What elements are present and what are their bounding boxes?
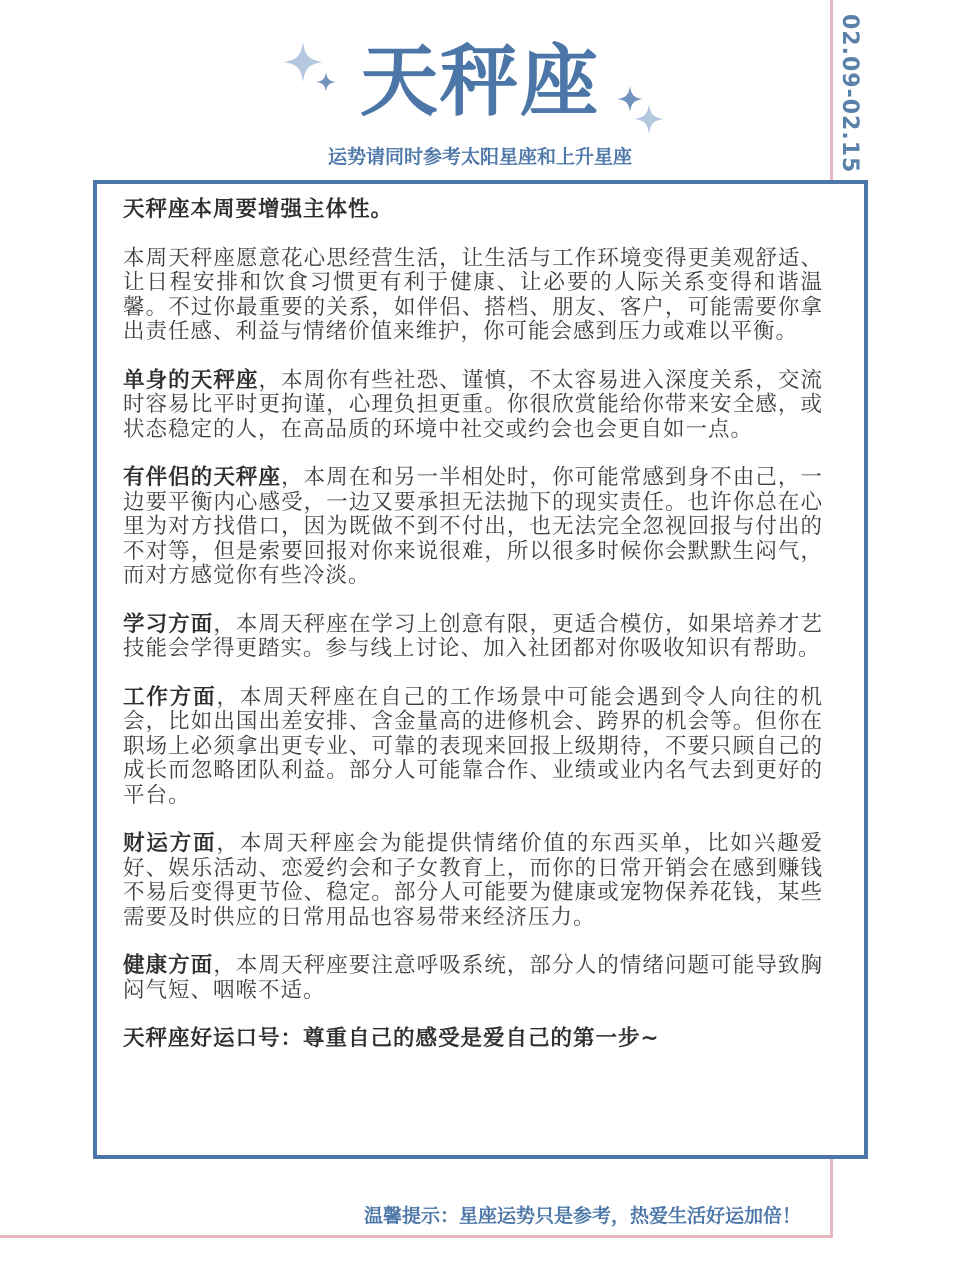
card-content — [123, 198, 823, 1052]
overview-paragraph: 本周天秤座愿意花心思经营生活，让生活与工作环境变得更美观舒适、让日程安排和饮食习惯更有利于健康、让必要的人际关系变得和谐温馨。不过你最重要的关系，如伴侣、搭档、朋友、客户，可能需要你拿出责任感、利益与情绪价值来维护，你可能会感到压力或难以平衡。 — [123, 245, 823, 344]
intro-text: 天秤座本周要增强主体性。 — [123, 197, 394, 222]
section-health — [123, 954, 823, 1003]
pink-frame-horizontal-line — [0, 1235, 833, 1238]
section-study — [123, 613, 823, 662]
date-range: 02.09-02.15 — [837, 14, 862, 174]
section-text: ，本周天秤座要注意呼吸系统，部分人的情绪问题可能导致胸闷气短、咽喉不适。 — [123, 953, 823, 1003]
sparkle-icon-large-right — [634, 104, 664, 134]
section-text: ，本周天秤座在自己的工作场景中可能会遇到令人向往的机会，比如出国出差安排、含金量高的进修机会、跨界的机会等。但你在职场上必须拿出更专业、可靠的表现来回报上级期待，不要只顾自己的成长而忽略团队利益。部分人可能靠合作、业绩或业内名气去到更好的平台。 — [123, 684, 823, 808]
section-label: 健康方面 — [123, 953, 214, 978]
section-label: 有伴侣的天秤座 — [123, 465, 282, 490]
section-text: ，本周在和另一半相处时，你可能常感到身不由己，一边要平衡内心感受，一边又要承担无法抛下的现实责任。也许你总在心里为对方找借口，因为既做不到不付出，也无法完全忽视回报与付出的不对等，但是索要回报对你来说很难，所以很多时候你会默默生闷气，而对方感觉你有些冷淡。 — [123, 465, 823, 588]
section-text: ，本周天秤座在学习上创意有限，更适合模仿，如果培养才艺技能会学得更踏实。参与线上讨论、加入社团都对你吸收知识有帮助。 — [123, 611, 823, 661]
subtitle: 运势请同时参考太阳星座和上升星座 — [327, 146, 632, 168]
section-single — [123, 369, 823, 443]
section-label: 工作方面 — [123, 684, 217, 710]
intro-line — [123, 198, 823, 223]
section-label: 财运方面 — [123, 831, 217, 856]
section-finance — [123, 832, 823, 930]
section-label: 学习方面 — [123, 611, 214, 637]
section-partnered — [123, 466, 823, 589]
section-work — [123, 686, 823, 809]
section-text: ，本周你有些社恐、谨慎，不太容易进入深度关系，交流时容易比平时更拘谨，心理负担更重。你很欣赏能给你带来安全感，或状态稳定的人，在高品质的环境中社交或约会也会更自如一点。 — [123, 367, 823, 442]
page-title: 天秤座 — [359, 37, 600, 127]
section-text: ，本周天秤座会为能提供情绪价值的东西买单，比如兴趣爱好、娱乐活动、恋爱约会和子女教育上，而你的日常开销会在感到赚钱不易后变得更节俭、稳定。部分人可能要为健康或宠物保养花钱，某些需要及时供应的日常用品也容易带来经济压力。 — [123, 831, 823, 930]
section-label: 单身的天秤座 — [123, 367, 259, 393]
footer-tip: 温馨提示：星座运势只是参考，热爱生活好运加倍！ — [364, 1205, 802, 1227]
horoscope-card — [93, 180, 868, 1159]
lucky-slogan: 天秤座好运口号：尊重自己的感受是爱自己的第一步~ — [123, 1026, 660, 1051]
